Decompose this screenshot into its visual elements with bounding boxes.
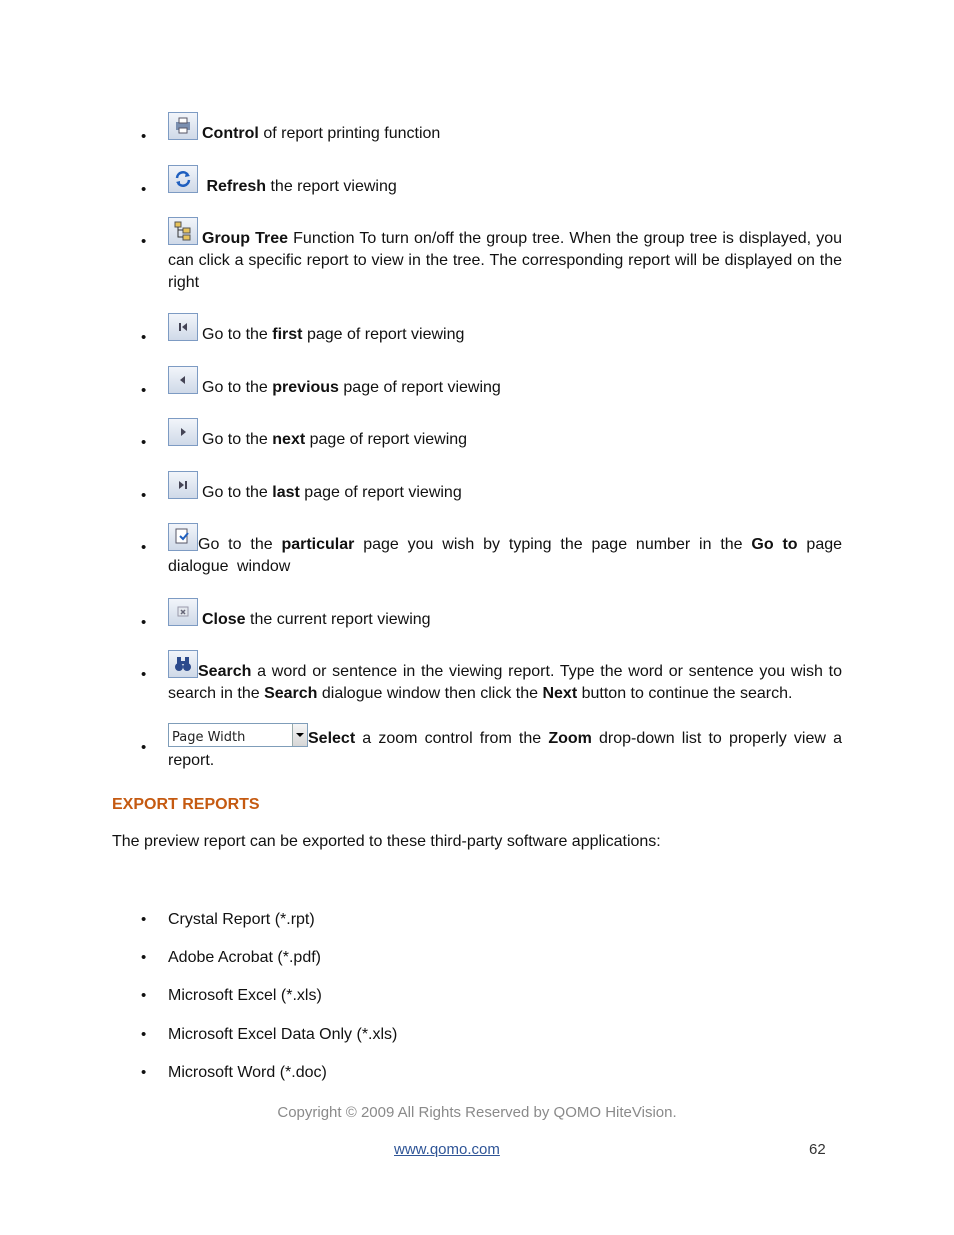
bullet: • bbox=[141, 434, 147, 451]
bullet: • bbox=[141, 382, 147, 399]
bullet: • bbox=[141, 739, 147, 756]
bullet: • bbox=[141, 539, 147, 556]
bullet: • bbox=[141, 1026, 147, 1043]
print-icon bbox=[168, 112, 198, 140]
zoom-dropdown[interactable] bbox=[168, 723, 308, 747]
list-item-search: Search a word or sentence in the viewing report. Type the word or sentence you wish to search in the Search dialogue window then click the Next button to continue the search. bbox=[168, 650, 842, 705]
list-item-first-page: Go to the first page of report viewing bbox=[168, 313, 842, 346]
zoom-dropdown-value: Page Width bbox=[172, 730, 246, 745]
list-item: Microsoft Excel (*.xls) bbox=[168, 987, 322, 1004]
close-report-icon bbox=[168, 598, 198, 626]
chevron-down-icon[interactable] bbox=[292, 724, 307, 746]
bullet: • bbox=[141, 987, 147, 1004]
bullet: • bbox=[141, 614, 147, 631]
refresh-icon bbox=[168, 165, 198, 193]
bullet: • bbox=[141, 329, 147, 346]
list-item: Microsoft Word (*.doc) bbox=[168, 1064, 327, 1081]
bullet: • bbox=[141, 233, 147, 250]
footer-website-link[interactable]: www.qomo.com bbox=[394, 1141, 500, 1158]
list-item-refresh: Refresh the report viewing bbox=[168, 165, 842, 198]
goto-page-icon bbox=[168, 523, 198, 551]
last-page-icon bbox=[168, 471, 198, 499]
next-page-icon bbox=[168, 418, 198, 446]
search-binoculars-icon bbox=[168, 650, 198, 678]
list-item-goto-page: Go to the particular page you wish by typing the page number in the Go to page dialogue window bbox=[168, 523, 842, 578]
section-heading: EXPORT REPORTS bbox=[112, 796, 260, 813]
previous-page-icon bbox=[168, 366, 198, 394]
bullet: • bbox=[141, 181, 147, 198]
list-item: Crystal Report (*.rpt) bbox=[168, 911, 315, 928]
list-item-zoom: Page Width Select a zoom control from the Zoom drop-down list to properly view a report. bbox=[168, 723, 842, 772]
list-item: Microsoft Excel Data Only (*.xls) bbox=[168, 1026, 398, 1043]
bullet: • bbox=[141, 911, 147, 928]
list-item-group-tree: Group Tree Function To turn on/off the group tree. When the group tree is displayed, you can click a specific report to view in the tree. The corresponding report will be displayed on the right bbox=[168, 217, 842, 294]
bullet: • bbox=[141, 949, 147, 966]
list-item-next-page: Go to the next page of report viewing bbox=[168, 418, 842, 451]
bullet: • bbox=[141, 487, 147, 504]
page-number: 62 bbox=[809, 1141, 826, 1158]
intro-paragraph: The preview report can be exported to these third-party software applications: bbox=[112, 833, 661, 850]
bullet: • bbox=[141, 666, 147, 683]
list-item-control: Control of report printing function bbox=[168, 112, 842, 145]
footer-copyright: Copyright © 2009 All Rights Reserved by QOMO HiteVision. bbox=[277, 1104, 677, 1121]
list-item-last-page: Go to the last page of report viewing bbox=[168, 471, 842, 504]
list-item-close-report: Close the current report viewing bbox=[168, 598, 842, 631]
group-tree-icon bbox=[168, 217, 198, 245]
bullet: • bbox=[141, 128, 147, 145]
first-page-icon bbox=[168, 313, 198, 341]
list-item-previous-page: Go to the previous page of report viewing bbox=[168, 366, 842, 399]
bullet: • bbox=[141, 1064, 147, 1081]
list-item: Adobe Acrobat (*.pdf) bbox=[168, 949, 321, 966]
